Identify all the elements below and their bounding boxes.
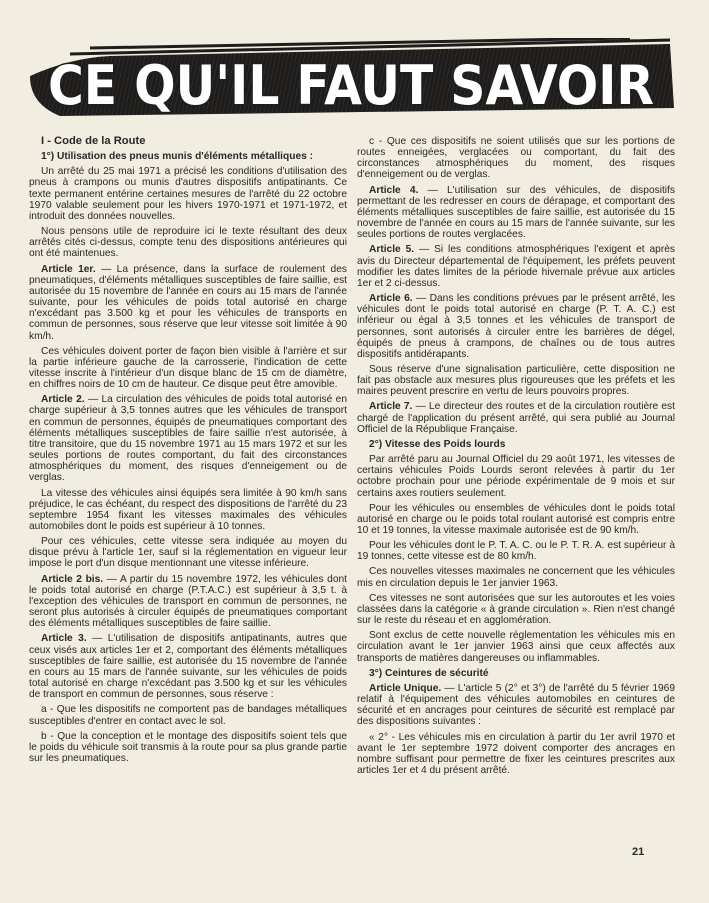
article-paragraph xyxy=(29,394,347,483)
body-paragraph: Pour les véhicules dont le P. T. A. C. ou le P. T. R. A. est supérieur à 19 tonnes, cette vitesse est de 80 km/h. xyxy=(357,540,675,563)
body-paragraph: Ces vitesses ne sont autorisées que sur les autoroutes et les voies classées dans la catégorie « à grande circulation ». Rien n'est changé sur le reste du réseau et en agglomération. xyxy=(357,592,675,627)
body-paragraph: a - Que les dispositifs ne comportent pas de bandages métalliques susceptibles d'entrer en contact avec le sol. xyxy=(29,704,347,727)
article-label: Article 2 bis. xyxy=(41,573,104,585)
article-paragraph xyxy=(29,574,347,630)
body-paragraph: Pour les véhicules ou ensembles de véhicules dont le poids total autorisé en charge ou le poids total roulant autorisé est compris entre 10 et 19 tonnes, la vitesse maximale autorisée est de 90 km/h. xyxy=(357,502,675,536)
article-text: — Le directeur des routes et de la circulation routière est chargé de l'application du présent arrêté, qui sera publié au Journal Officiel de la République Française. xyxy=(357,401,675,435)
article-paragraph xyxy=(357,185,675,241)
page-number: 21 xyxy=(632,846,645,858)
body-paragraph: Ces nouvelles vitesses maximales ne concernent que les véhicules mis en circulation depuis le 1er janvier 1963. xyxy=(357,566,675,589)
article-paragraph xyxy=(29,633,347,700)
body-paragraph: Sont exclus de cette nouvelle réglementation les véhicules mis en circulation avant le 1er janvier 1963 ainsi que ceux affectés aux transports de matières dangereuses ou inflammables. xyxy=(357,630,675,664)
title-banner xyxy=(30,38,674,116)
article-label: Article Unique. xyxy=(369,682,442,694)
article-text: — Dans les conditions prévues par le présent arrêté, les véhicules dont le poids total autorisé en charge (P. T. A. C.) est inférieur ou égal à 3,5 tonnes et les véhicules de transport de personnes, sont autorisés à circuler entre les barrières de dégel, équipés de pneus à crampons, de chaînes ou de tous autres dispositifs antidérapants. xyxy=(357,293,675,360)
banner-graphic xyxy=(30,38,674,116)
article-label: Article 2. xyxy=(41,394,85,406)
body-paragraph: c - Que ces dispositifs ne soient utilisés que sur les portions de routes enneigées, verglacées ou comportant, du fait des circonstances atmosphériques du moment, des risques d'enneigement ou de verglas. xyxy=(357,136,675,181)
article-label: Article 7. xyxy=(369,401,413,413)
banner-title: CE QU'IL FAUT SAVOIR xyxy=(48,54,654,116)
article-label: Article 4. xyxy=(369,184,419,196)
article-text: — La présence, dans la surface de roulement des pneumatiques, d'éléments métalliques susceptibles de faire saillie, est autorisée du 15 novembre de l'année en cours au 15 mars de l'année suivante, pour les véhicules de poids total autorisé en charge n'excédant pas 3.500 kg et pour les véhicules de transports en commun de personnes, sous réserve que leur vitesse soit limitée à 90 km/h. xyxy=(29,263,347,342)
subsection-heading: 3°) Ceintures de sécurité xyxy=(369,667,489,679)
body-paragraph: « 2° - Les véhicules mis en circulation à partir du 1er avril 1970 et avant le 1er septembre 1972 doivent comporter des ancrages en nombre suffisant pour permettre de fixer les ceintures prescrites aux articles 1er et 4 du présent arrêté. xyxy=(357,731,675,776)
left-column xyxy=(29,136,347,768)
article-paragraph xyxy=(357,683,675,728)
article-label: Article 5. xyxy=(369,244,415,256)
article-text: — L'utilisation sur des véhicules, de dispositifs permettant de les redresser en cours de dérapage, et comportant des éléments métalliques susceptibles de faire saillie, est autorisée du 15 novembre de l'année en cours au 15 mars de l'année suivante, sur les seules portions de routes verglacées. xyxy=(357,184,675,241)
subsection-heading: 2°) Vitesse des Poids lourds xyxy=(369,438,506,450)
article-paragraph xyxy=(357,401,675,434)
body-paragraph: Pour ces véhicules, cette vitesse sera indiquée au moyen du disque prévu à l'article 1er, sauf si la réglementation en vigueur leur impose le port d'un disque mentionnant une vitesse inférieure. xyxy=(29,536,347,570)
body-paragraph: Ces véhicules doivent porter de façon bien visible à l'arrière et sur la partie inférieure gauche de la carrosserie, l'indication de cette vitesse inscrite à l'intérieur d'un disque blanc de 15 cm de diamètre, en chiffres noirs de 10 cm de hauteur. Ce disque peut être amovible. xyxy=(29,345,347,391)
article-paragraph xyxy=(357,244,675,289)
article-text: — L'utilisation de dispositifs antipatinants, autres que ceux visés aux articles 1er et 2, comportant des éléments métalliques susceptibles de faire saillie, est autorisée du 15 novembre de l'année en cours au 15 mars de l'année suivante, sur les véhicules de poids total autorisé en charge n'excédant pas 3.500 kg et sur les véhicules de transport en commun de personnes, sous réserve : xyxy=(29,633,347,701)
subsection-heading: 1°) Utilisation des pneus munis d'éléments métalliques : xyxy=(41,151,313,163)
article-label: Article 3. xyxy=(41,633,87,645)
body-paragraph: b - Que la conception et le montage des dispositifs soient tels que le poids du véhicule soit transmis à la route pour sa plus grande partie sur les pneumatiques. xyxy=(29,730,347,764)
right-column xyxy=(357,136,675,780)
article-paragraph xyxy=(357,293,675,360)
article-text: — Si les conditions atmosphériques l'exigent et après avis du Directeur départemental de l'équipement, les préfets peuvent modifier les dates limites de la période hivernale prévue aux articles 1er et 2 ci-dessus. xyxy=(357,244,675,289)
article-label: Article 1er. xyxy=(41,263,96,275)
article-text: — La circulation des véhicules de poids total autorisé en charge supérieur à 3,5 tonnes autres que les véhicules de transport en commun de personnes, équipés de pneumatiques comportant des éléments métalliques susceptibles de faire saillie n'est autorisée, à titre transitoire, que du 15 novembre 1971 au 15 mars 1972 et sur les seules portions de routes comportant, du fait des circonstances atmosphériques du moment, des risques d'enneigement ou de verglas. xyxy=(29,394,347,484)
body-paragraph: La vitesse des véhicules ainsi équipés sera limitée à 90 km/h sans préjudice, le cas échéant, du respect des dispositions de l'arrêté du 23 septembre 1954 fixant les vitesses maximales des véhicules automobiles dont le poids est supérieur à 10 tonnes. xyxy=(29,487,347,532)
article-paragraph xyxy=(29,264,347,342)
article-label: Article 6. xyxy=(369,293,413,305)
section-heading: I - Code de la Route xyxy=(41,135,146,147)
body-paragraph: Par arrêté paru au Journal Officiel du 29 août 1971, les vitesses de certains véhicules Poids Lourds seront relevées à partir du 1er octobre prochain pour une période expérimentale de 9 mois et sur certains axes routiers seulement. xyxy=(357,454,675,499)
body-paragraph: Nous pensons utile de reproduire ici le texte résultant des deux arrêtés cités ci-dessus, compte tenu des dispositions antérieures qui ont été maintenues. xyxy=(29,226,347,260)
body-paragraph: Sous réserve d'une signalisation particulière, cette disposition ne fait pas obstacle aux mesures plus rigoureuses que les préfets et les maires peuvent prescrire en vertu de leurs pouvoirs propres. xyxy=(357,363,675,398)
body-paragraph: Un arrêté du 25 mai 1971 a précisé les conditions d'utilisation des pneus à crampons ou munis d'autres dispositifs antipatinants. Ce texte permanent entérine certaines mesures de l'arrêté du 22 octobre 1970 valable seulement pour les hivers 1970-1971 et 1971-1972, et introduit des données nouvelles. xyxy=(29,166,347,222)
article-text: — L'article 5 (2° et 3°) de l'arrêté du 5 février 1969 relatif à l'équipement des véhicules automobiles en ceintures de sécurité et en ancrages pour ceintures de sécurité est remplacé par des dispositions suivantes : xyxy=(357,682,676,728)
article-text: — A partir du 15 novembre 1972, les véhicules dont le poids total autorisé en charge (P.T.A.C.) est supérieur à 3,5 t. à l'exception des véhicules de transport en commun de personnes, ne seront plus autorisés à circuler équipés de pneumatiques comportant des éléments métalliques susceptibles de faire saillie. xyxy=(29,573,347,630)
